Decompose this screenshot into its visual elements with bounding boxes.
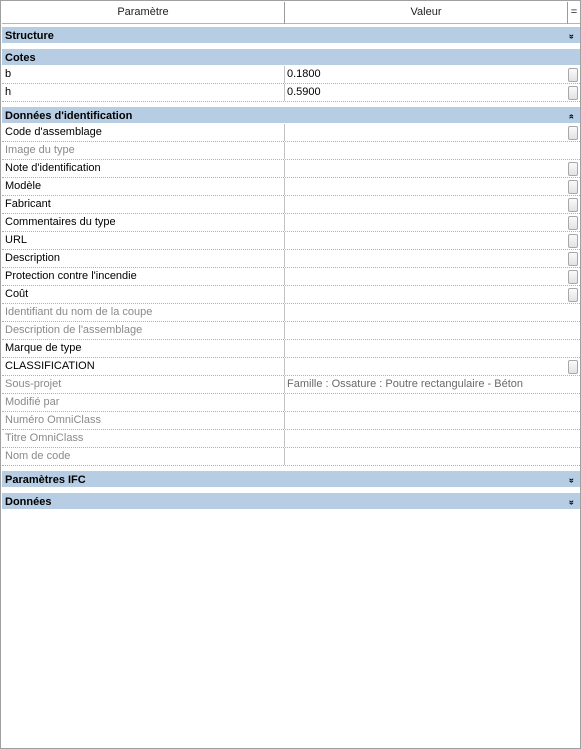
group-label: Paramètres IFC (5, 474, 86, 486)
parameter-value-field (285, 304, 566, 321)
parameter-name: Fabricant (2, 196, 285, 213)
parameter-name: URL (2, 232, 285, 249)
property-row (2, 250, 580, 268)
parameter-value-field (285, 412, 566, 429)
parameter-value-field (285, 430, 566, 447)
edit-value-button[interactable] (568, 252, 578, 266)
expand-chevron-icon[interactable]: » (566, 477, 577, 483)
edit-value-button[interactable] (568, 180, 578, 194)
properties-grid (2, 26, 580, 514)
row-button-cell (566, 268, 580, 285)
parameter-value-field (285, 394, 566, 411)
row-button-cell (566, 214, 580, 231)
parameter-name: Description (2, 250, 285, 267)
row-button-cell (566, 178, 580, 195)
edit-value-button[interactable] (568, 126, 578, 140)
parameter-name: Image du type (2, 142, 285, 159)
row-button-cell (566, 412, 580, 429)
parameter-value-field[interactable]: 0.5900 (287, 86, 321, 98)
parameter-name: Modifié par (2, 394, 285, 411)
row-button-cell (566, 376, 580, 393)
row-button-cell (566, 160, 580, 177)
group-header-donnees[interactable] (2, 492, 580, 510)
parameter-value-field (285, 142, 566, 159)
row-button-cell (566, 84, 580, 101)
parameter-column-header[interactable]: Paramètre (2, 2, 285, 24)
group-header-donnees-d-identification[interactable] (2, 106, 580, 124)
property-row (2, 376, 580, 394)
group-label: Données (5, 496, 52, 508)
parameter-name: Numéro OmniClass (2, 412, 285, 429)
parameter-name: CLASSIFICATION (2, 358, 285, 375)
row-button-cell (566, 142, 580, 159)
property-row (2, 286, 580, 304)
parameter-name: b (2, 66, 285, 83)
property-row (2, 448, 580, 466)
parameter-name: Code d'assemblage (2, 124, 285, 141)
property-row (2, 322, 580, 340)
property-row (2, 84, 580, 102)
property-row (2, 66, 580, 84)
parameter-name: Sous-projet (2, 376, 285, 393)
parameter-value-field[interactable] (285, 178, 566, 195)
property-row (2, 394, 580, 412)
property-row (2, 430, 580, 448)
edit-value-button[interactable] (568, 360, 578, 374)
edit-value-button[interactable] (568, 270, 578, 284)
parameter-value-field[interactable] (285, 358, 566, 375)
edit-value-button[interactable] (568, 216, 578, 230)
property-row (2, 160, 580, 178)
property-row (2, 232, 580, 250)
property-row (2, 340, 580, 358)
parameter-name: Note d'identification (2, 160, 285, 177)
property-row (2, 412, 580, 430)
parameter-name: Modèle (2, 178, 285, 195)
parameter-name: Nom de code (2, 448, 285, 465)
column-menu-button[interactable]: = (570, 6, 578, 18)
parameter-name: Titre OmniClass (2, 430, 285, 447)
parameter-value-field[interactable] (285, 340, 566, 357)
parameter-name: Marque de type (2, 340, 285, 357)
group-label: Données d'identification (5, 110, 133, 122)
parameter-value-field: Famille : Ossature : Poutre rectangulaire - Béton (287, 378, 523, 390)
parameter-value-field[interactable] (285, 214, 566, 231)
row-button-cell (566, 286, 580, 303)
parameter-value-field (285, 322, 566, 339)
row-button-cell (566, 250, 580, 267)
property-row (2, 196, 580, 214)
parameter-name: Description de l'assemblage (2, 322, 285, 339)
row-button-cell (566, 448, 580, 465)
property-row (2, 268, 580, 286)
parameter-value-field[interactable] (285, 124, 566, 141)
column-header (2, 2, 580, 24)
parameter-name: Protection contre l'incendie (2, 268, 285, 285)
parameter-value-field[interactable]: 0.1800 (287, 68, 321, 80)
property-row (2, 358, 580, 376)
edit-value-button[interactable] (568, 198, 578, 212)
parameter-name: Commentaires du type (2, 214, 285, 231)
group-label: Structure (5, 30, 54, 42)
expand-chevron-icon[interactable]: » (566, 499, 577, 505)
property-row (2, 304, 580, 322)
property-row (2, 124, 580, 142)
parameter-value-field[interactable] (285, 196, 566, 213)
group-header-structure[interactable] (2, 26, 580, 44)
row-button-cell (566, 124, 580, 141)
property-row (2, 178, 580, 196)
expand-chevron-icon[interactable]: » (566, 33, 577, 39)
parameter-value-field[interactable] (285, 160, 566, 177)
parameter-value-field (285, 448, 566, 465)
edit-value-button[interactable] (568, 234, 578, 248)
row-button-cell (566, 340, 580, 357)
parameter-name: h (2, 84, 285, 101)
row-button-cell (566, 358, 580, 375)
group-header-cotes[interactable] (2, 48, 580, 66)
property-row (2, 214, 580, 232)
row-button-cell (566, 232, 580, 249)
row-button-cell (566, 304, 580, 321)
edit-value-button[interactable] (568, 288, 578, 302)
parameter-value-field[interactable] (285, 268, 566, 285)
property-row (2, 142, 580, 160)
row-button-cell (566, 196, 580, 213)
parameter-value-field[interactable] (285, 250, 566, 267)
parameter-value-field[interactable] (285, 286, 566, 303)
group-header-parametres-ifc[interactable] (2, 470, 580, 488)
parameter-name: Identifiant du nom de la coupe (2, 304, 285, 321)
row-button-cell (566, 322, 580, 339)
value-column-header[interactable]: Valeur (285, 2, 568, 24)
row-button-cell (566, 430, 580, 447)
edit-value-button[interactable] (568, 162, 578, 176)
row-button-cell (566, 394, 580, 411)
parameter-value-field[interactable] (285, 232, 566, 249)
edit-value-button[interactable] (568, 68, 578, 82)
collapse-chevron-icon[interactable]: « (566, 113, 577, 119)
row-button-cell (566, 66, 580, 83)
parameter-name: Coût (2, 286, 285, 303)
group-label: Cotes (5, 52, 36, 64)
edit-value-button[interactable] (568, 86, 578, 100)
